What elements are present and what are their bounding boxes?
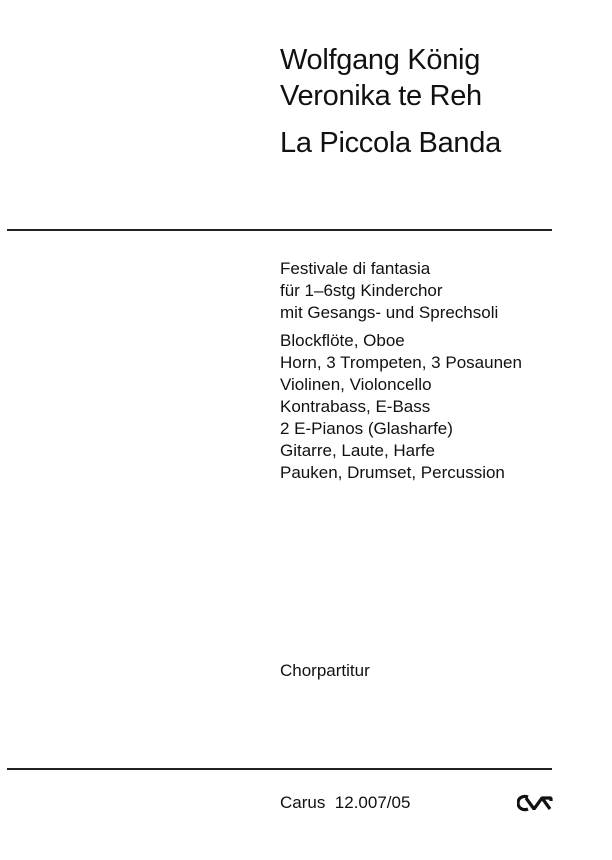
description-block bbox=[280, 258, 498, 324]
instrument-line: Pauken, Drumset, Percussion bbox=[280, 463, 505, 482]
instrument-line: 2 E-Pianos (Glasharfe) bbox=[280, 419, 453, 438]
composer-name-2: Veronika te Reh bbox=[280, 80, 482, 112]
instrument-line: Kontrabass, E-Bass bbox=[280, 397, 431, 416]
instrument-line: Gitarre, Laute, Harfe bbox=[280, 441, 435, 460]
catalog-number: Carus 12.007/05 bbox=[280, 793, 411, 812]
description-line: Festivale di fantasia bbox=[280, 259, 431, 278]
carus-logo-icon bbox=[517, 794, 553, 812]
instrumentation-block bbox=[280, 330, 522, 484]
description-line: für 1–6stg Kinderchor bbox=[280, 281, 443, 300]
instrument-line: Horn, 3 Trompeten, 3 Posaunen bbox=[280, 353, 522, 372]
description-line: mit Gesangs- und Sprechsoli bbox=[280, 303, 499, 322]
top-divider bbox=[7, 229, 552, 231]
instrument-line: Blockflöte, Oboe bbox=[280, 331, 405, 350]
edition-label: Chorpartitur bbox=[280, 661, 370, 680]
composer-name-1: Wolfgang König bbox=[280, 44, 481, 76]
work-title: La Piccola Banda bbox=[280, 127, 501, 159]
instrument-line: Violinen, Violoncello bbox=[280, 375, 432, 394]
bottom-divider bbox=[7, 768, 552, 770]
